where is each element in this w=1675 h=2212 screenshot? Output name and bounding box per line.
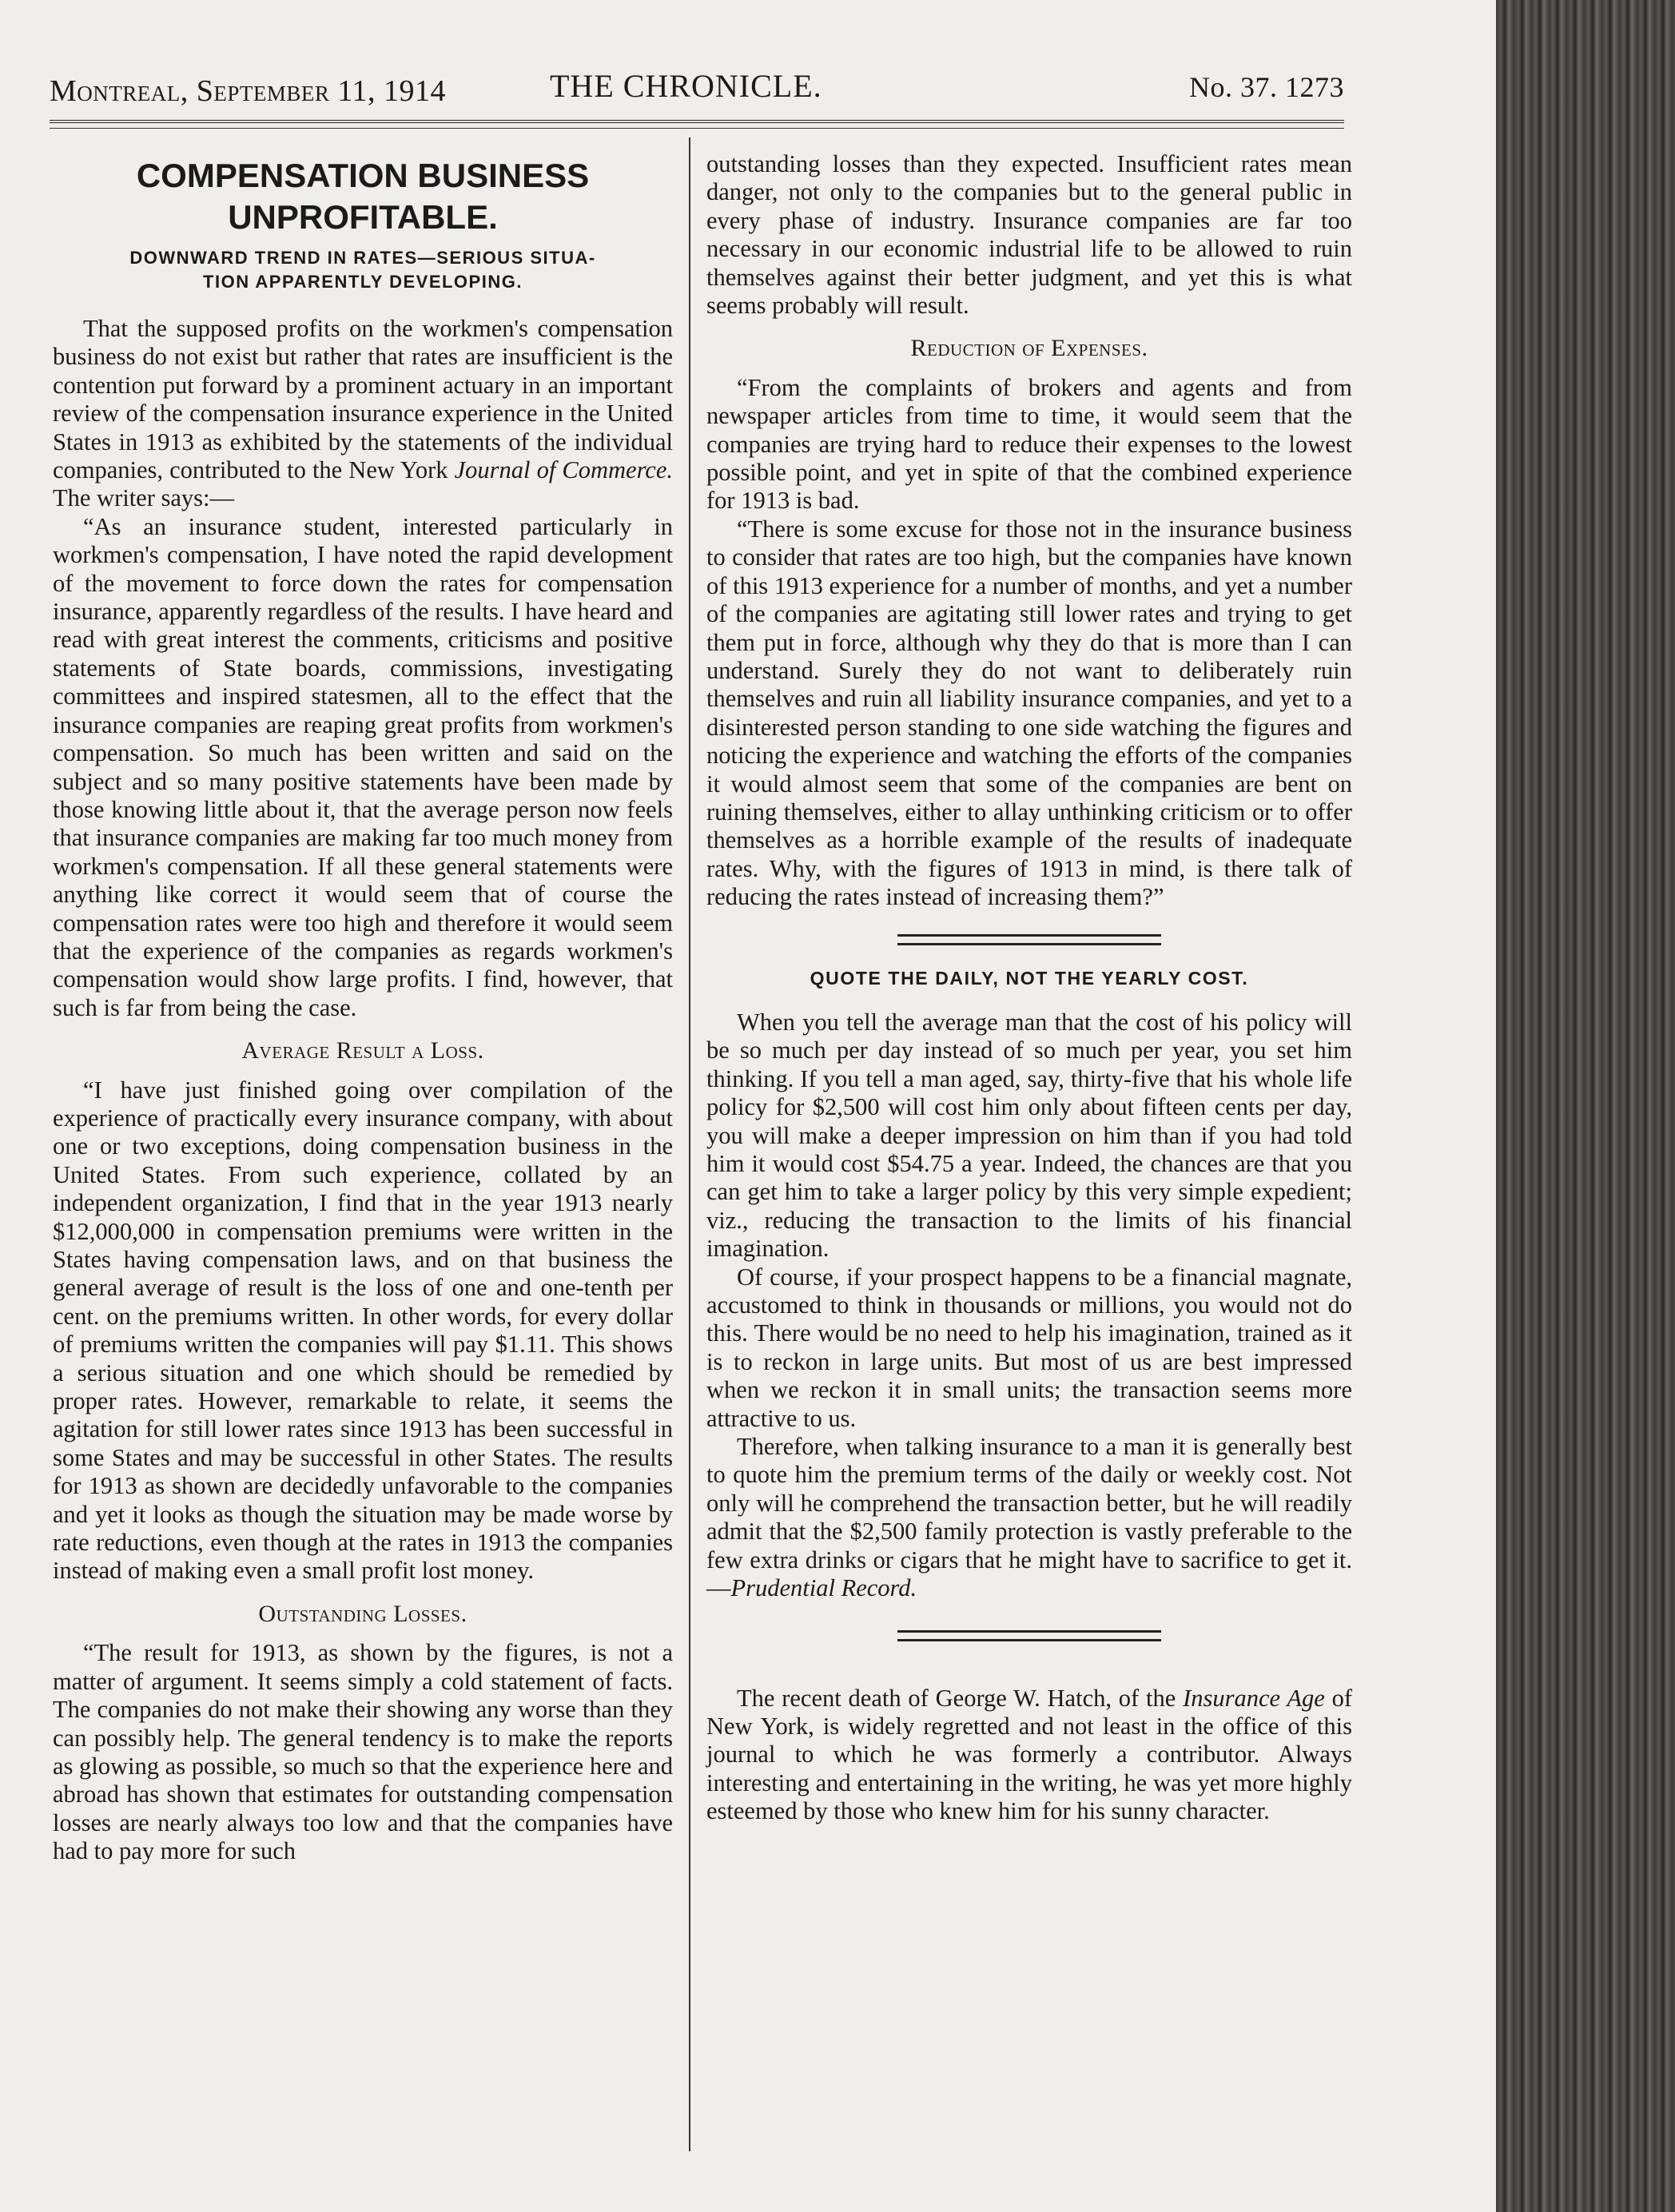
article-subtitle-line2: TION APPARENTLY DEVELOPING. bbox=[203, 272, 523, 292]
page-header bbox=[50, 67, 1344, 115]
right-column bbox=[706, 150, 1352, 1826]
section-heading: Outstanding Losses. bbox=[258, 1600, 467, 1627]
article-title: QUOTE THE DAILY, NOT THE YEARLY COST. bbox=[810, 967, 1249, 989]
article-divider bbox=[897, 1630, 1161, 1641]
paragraph bbox=[706, 1685, 1352, 1826]
text-run: The recent death of George W. Hatch, of the bbox=[737, 1684, 1184, 1712]
text-run: The writer says:— bbox=[53, 484, 234, 512]
paragraph bbox=[53, 315, 673, 513]
left-column bbox=[53, 150, 673, 1866]
column-divider bbox=[689, 137, 690, 2151]
paragraph: Of course, if your prospect happens to be a financial magnate, accustomed to think in thousands or millions, you would not do this. There would be no need to help his imagination, trained as it is to reckon in large units. But most of us are best impressed when we reckon it in small units; the transaction seems more attractive to us. bbox=[706, 1263, 1352, 1432]
text-run: Therefore, when talking insurance to a man it is generally best to quote him the premium terms of the daily or weekly cost. Not only will he comprehend the transaction better, but he will readily admit that the $2,500 family protection is vastly preferable to the few extra drinks or cigars that he might have to sacrifice to get it.— bbox=[706, 1433, 1352, 1602]
journal-name: Journal of Commerce. bbox=[454, 456, 674, 484]
article-title-line1: COMPENSATION BUSINESS bbox=[136, 157, 590, 194]
journal-name: Insurance Age bbox=[1183, 1684, 1325, 1712]
book-binding-edge bbox=[1496, 0, 1675, 2212]
paragraph: When you tell the average man that the cost of his policy will be so much per day instead of so much per year, you set him thinking. If you tell a man aged, say, thirty-five that his whole life policy for $2,500 will cost him only about fifteen cents per day, you will make a deeper impression on him than if you had told him it would cost $54.75 a year. Indeed, the chances are that you can get him to take a larger policy by this very simple expedient; viz., reducing the transaction to the limits of his financial imagination. bbox=[706, 1008, 1352, 1263]
section-heading: Average Result a Loss. bbox=[241, 1037, 484, 1064]
paragraph: “From the complaints of brokers and agents and from newspaper articles from time to time, it would seem that the companies are trying hard to reduce their expenses to the lowest possible point, and yet in spite of that the combined experience for 1913 is bad. bbox=[706, 373, 1352, 515]
paragraph bbox=[706, 1433, 1352, 1602]
header-rule bbox=[50, 120, 1344, 129]
section-heading: Reduction of Expenses. bbox=[910, 335, 1148, 362]
text-run: That the supposed profits on the workmen's compensation business do not exist but rather that rates are insufficient is the contention put forward by a prominent actuary in an important review of the compensation insurance experience in the United States in 1913 as exhibited by the statements of the individual companies, contributed to the New York bbox=[53, 315, 673, 484]
paragraph-continued: outstanding losses than they expected. Insufficient rates mean danger, not only to the companies but to the general public in every phase of industry. Insurance companies are far too necessary in our economic industrial life to be allowed to ruin themselves against their better judgment, and yet this is what seems probably will result. bbox=[706, 150, 1352, 320]
header-date: Montreal, September 11, 1914 bbox=[50, 74, 447, 108]
article-title bbox=[53, 155, 673, 238]
paragraph: “There is some excuse for those not in the insurance business to consider that rates are too high, but the companies have known of this 1913 experience for a number of months, and yet a number of the companies are agitating still lower rates and trying to get them put in force, although why they do that is more than I can understand. Surely they do not want to deliberately ruin themselves and ruin all liability insurance companies, and yet to a disinterested person standing to one side watching the figures and noticing the experience and watching the efforts of the companies it would almost seem that some of the companies are bent on ruining themselves, either to allay unthinking criticism or to offer themselves as a horrible example of the results of inadequate rates. Why, with the figures of 1913 in mind, is there talk of reducing the rates instead of increasing them?” bbox=[706, 515, 1352, 911]
source-credit: Prudential Record. bbox=[730, 1574, 917, 1602]
text-run: of New York, is widely regretted and not least in the office of this journal to which he was formerly a contributor. Always interesting and entertaining in the writing, he was yet more highly esteemed by those who knew him for his sunny character. bbox=[706, 1684, 1352, 1825]
paragraph: “The result for 1913, as shown by the figures, is not a matter of argument. It seems simply a cold statement of facts. The companies do not make their showing any worse than they can possibly help. The general tendency is to make the reports as glowing as possible, so much so that the experience here and abroad has shown that estimates for outstanding compensation losses are nearly always too low and that the companies have had to pay more for such bbox=[53, 1639, 673, 1865]
paragraph: “I have just finished going over compilation of the experience of practically every insurance company, with about one or two exceptions, doing compensation business in the United States. From such experience, collated by an independent organization, I find that in the year 1913 nearly $12,000,000 in compensation premiums were written in the States having compensation laws, and on that business the general average of result is the loss of one and one-tenth per cent. on the premiums written. In other words, for every dollar of premiums written the companies will pay $1.11. This shows a serious situation and one which should be remedied by proper rates. However, remarkable to relate, it seems the agitation for still lower rates since 1913 has been successful in some States and may be successful in other States. The results for 1913 as shown are decidedly unfavorable to the companies and yet it looks as though the situation may be made worse by rate reductions, even though at the rates in 1913 the companies instead of making even a small profit lost money. bbox=[53, 1076, 673, 1585]
header-page-number: No. 37. 1273 bbox=[1189, 71, 1344, 103]
article-subtitle-line1: DOWNWARD TREND IN RATES—SERIOUS SITUA- bbox=[129, 248, 596, 268]
paragraph: “As an insurance student, interested particularly in workmen's compensation, I have noted the rapid development of the movement to force down the rates for compensation insurance, apparently regardless of the results. I have heard and read with great interest the comments, criticisms and positive statements of State boards, commissions, investigating committees and inspired statesmen, all to the effect that the insurance companies are reaping great profits from workmen's compensation. So much has been written and said on the subject and so many positive statements have been made by those knowing little about it, that the average person now feels that insurance companies are making far too much money from workmen's compensation. If all these general statements were anything like correct it would seem that of course the compensation rates were too high and therefore it would seem that the experience of the companies as regards workmen's compensation would show large profits. I find, however, that such is far from being the case. bbox=[53, 512, 673, 1021]
header-publication: THE CHRONICLE. bbox=[550, 68, 822, 104]
article-title-line2: UNPROFITABLE. bbox=[228, 198, 498, 236]
article-subtitle bbox=[53, 246, 673, 294]
article-divider bbox=[897, 934, 1161, 945]
